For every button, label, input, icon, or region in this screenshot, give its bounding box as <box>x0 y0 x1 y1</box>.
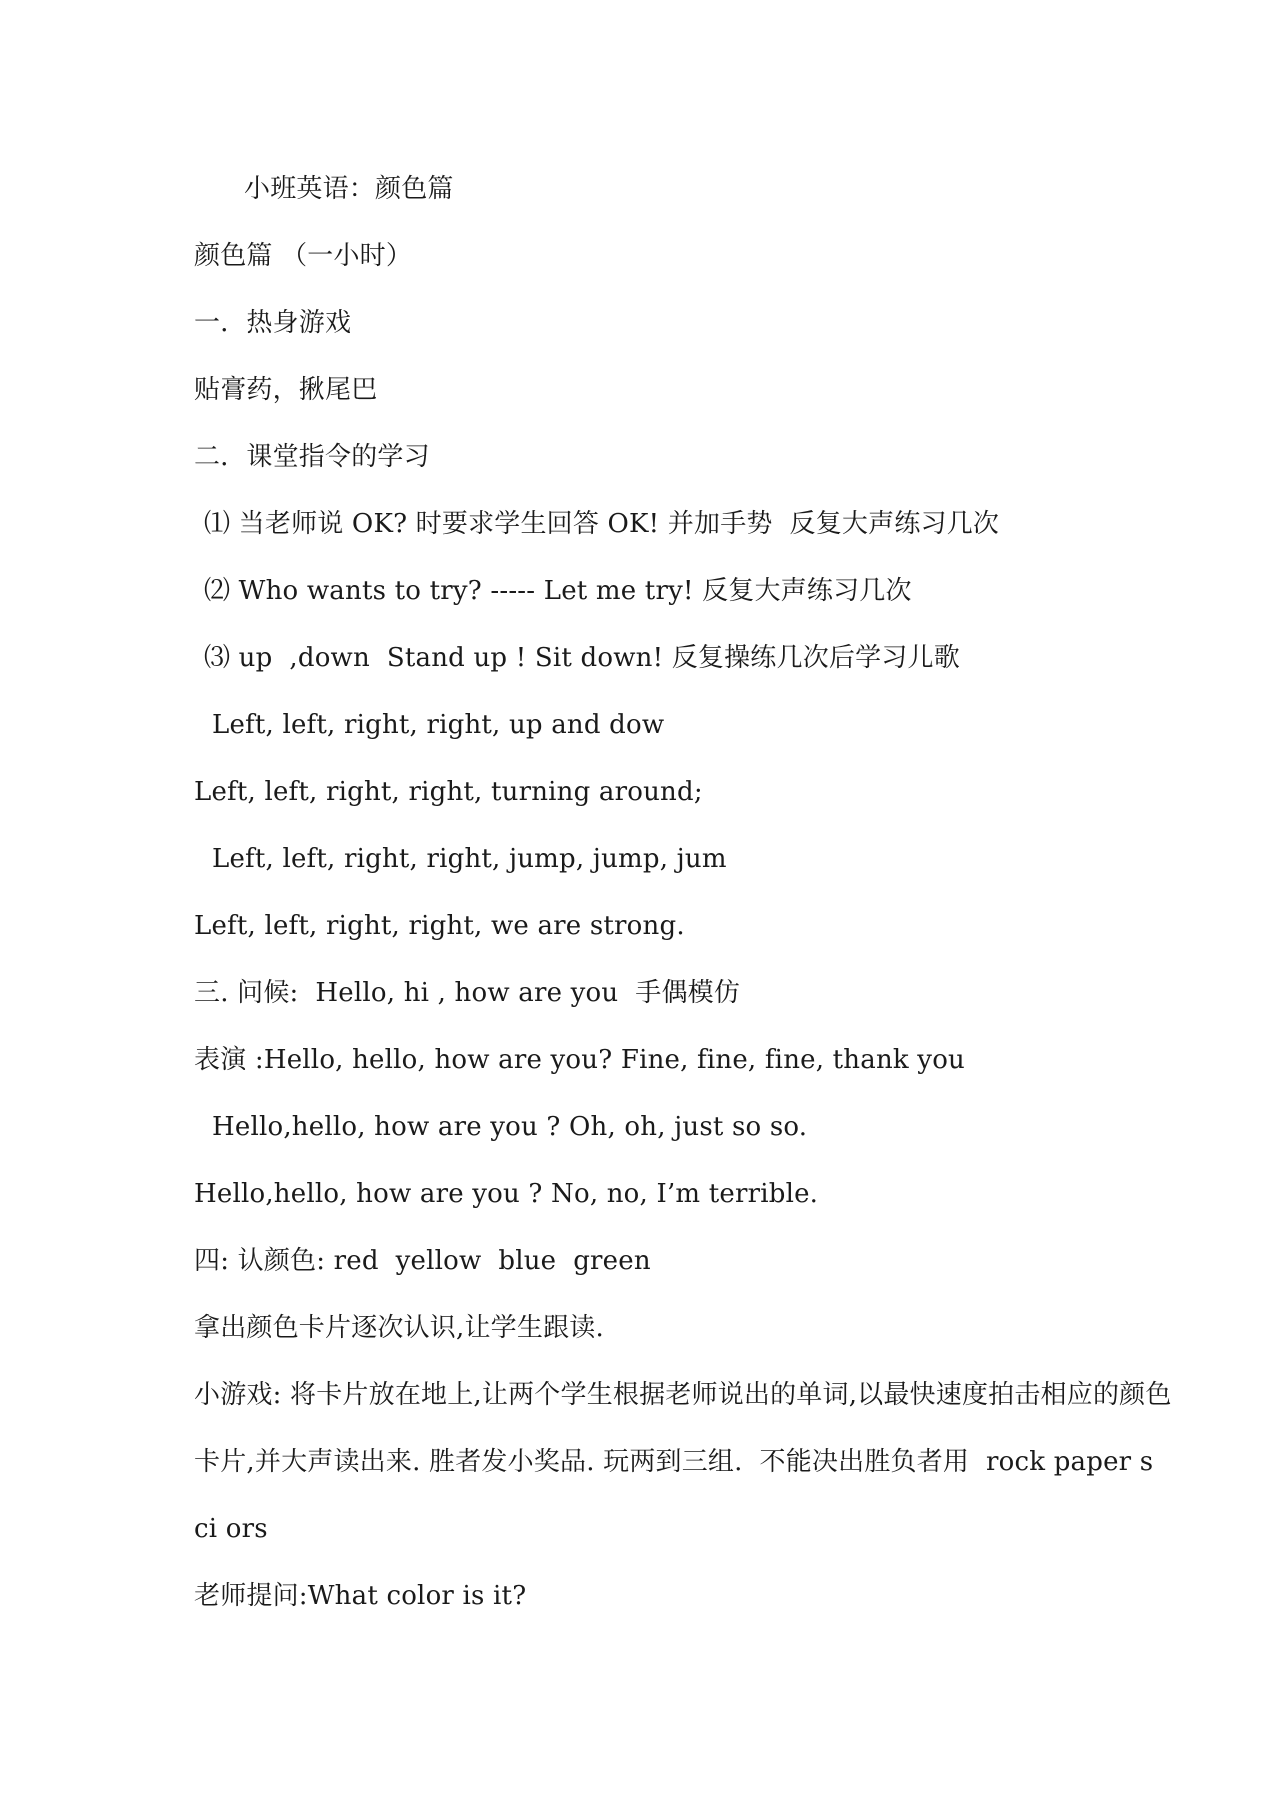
paragraph-line: Hello,hello, how are you ? Oh, oh, just so so. <box>212 1112 808 1142</box>
paragraph-line: 老师提问:What color is it? <box>194 1581 527 1611</box>
paragraph-line: Hello,hello, how are you ? No, no, I’m terrible. <box>194 1179 819 1209</box>
paragraph-line: 贴膏药，揪尾巴 <box>194 375 378 405</box>
rhyme-line: Left, left, right, right, up and dow <box>212 710 665 740</box>
section-subtitle: 颜色篇 （一小时） <box>194 241 413 271</box>
rhyme-line: Left, left, right, right, jump, jump, jum <box>212 844 727 874</box>
paragraph-line: ci ors <box>194 1514 268 1544</box>
section-heading-commands: 二．课堂指令的学习 <box>194 442 430 472</box>
list-item: ⑵ Who wants to try? ----- Let me try! 反复大声练习几次 <box>204 576 912 606</box>
section-heading-greeting: 三. 问候: Hello, hi , how are you 手偶模仿 <box>194 978 741 1008</box>
rhyme-line: Left, left, right, right, turning around; <box>194 777 703 807</box>
paragraph-line: 拿出颜色卡片逐次认识,让学生跟读. <box>194 1313 604 1343</box>
rhyme-line: Left, left, right, right, we are strong. <box>194 911 685 941</box>
list-item: ⑴ 当老师说 OK? 时要求学生回答 OK! 并加手势 反复大声练习几次 <box>204 509 1000 539</box>
section-heading-colors: 四: 认颜色: red yellow blue green <box>194 1246 651 1276</box>
paragraph-line: 小游戏: 将卡片放在地上,让两个学生根据老师说出的单词,以最快速度拍击相应的颜色 <box>194 1380 1172 1410</box>
document-title: 小班英语：颜色篇 <box>244 174 454 204</box>
list-item: ⑶ up ,down Stand up ! Sit down! 反复操练几次后学习儿歌 <box>204 643 960 673</box>
paragraph-line: 卡片,并大声读出来. 胜者发小奖品. 玩两到三组. 不能决出胜负者用 rock paper s <box>194 1447 1154 1477</box>
section-heading-warmup: 一．热身游戏 <box>194 308 352 338</box>
paragraph-line: 表演 :Hello, hello, how are you? Fine, fine, fine, thank you <box>194 1045 965 1075</box>
